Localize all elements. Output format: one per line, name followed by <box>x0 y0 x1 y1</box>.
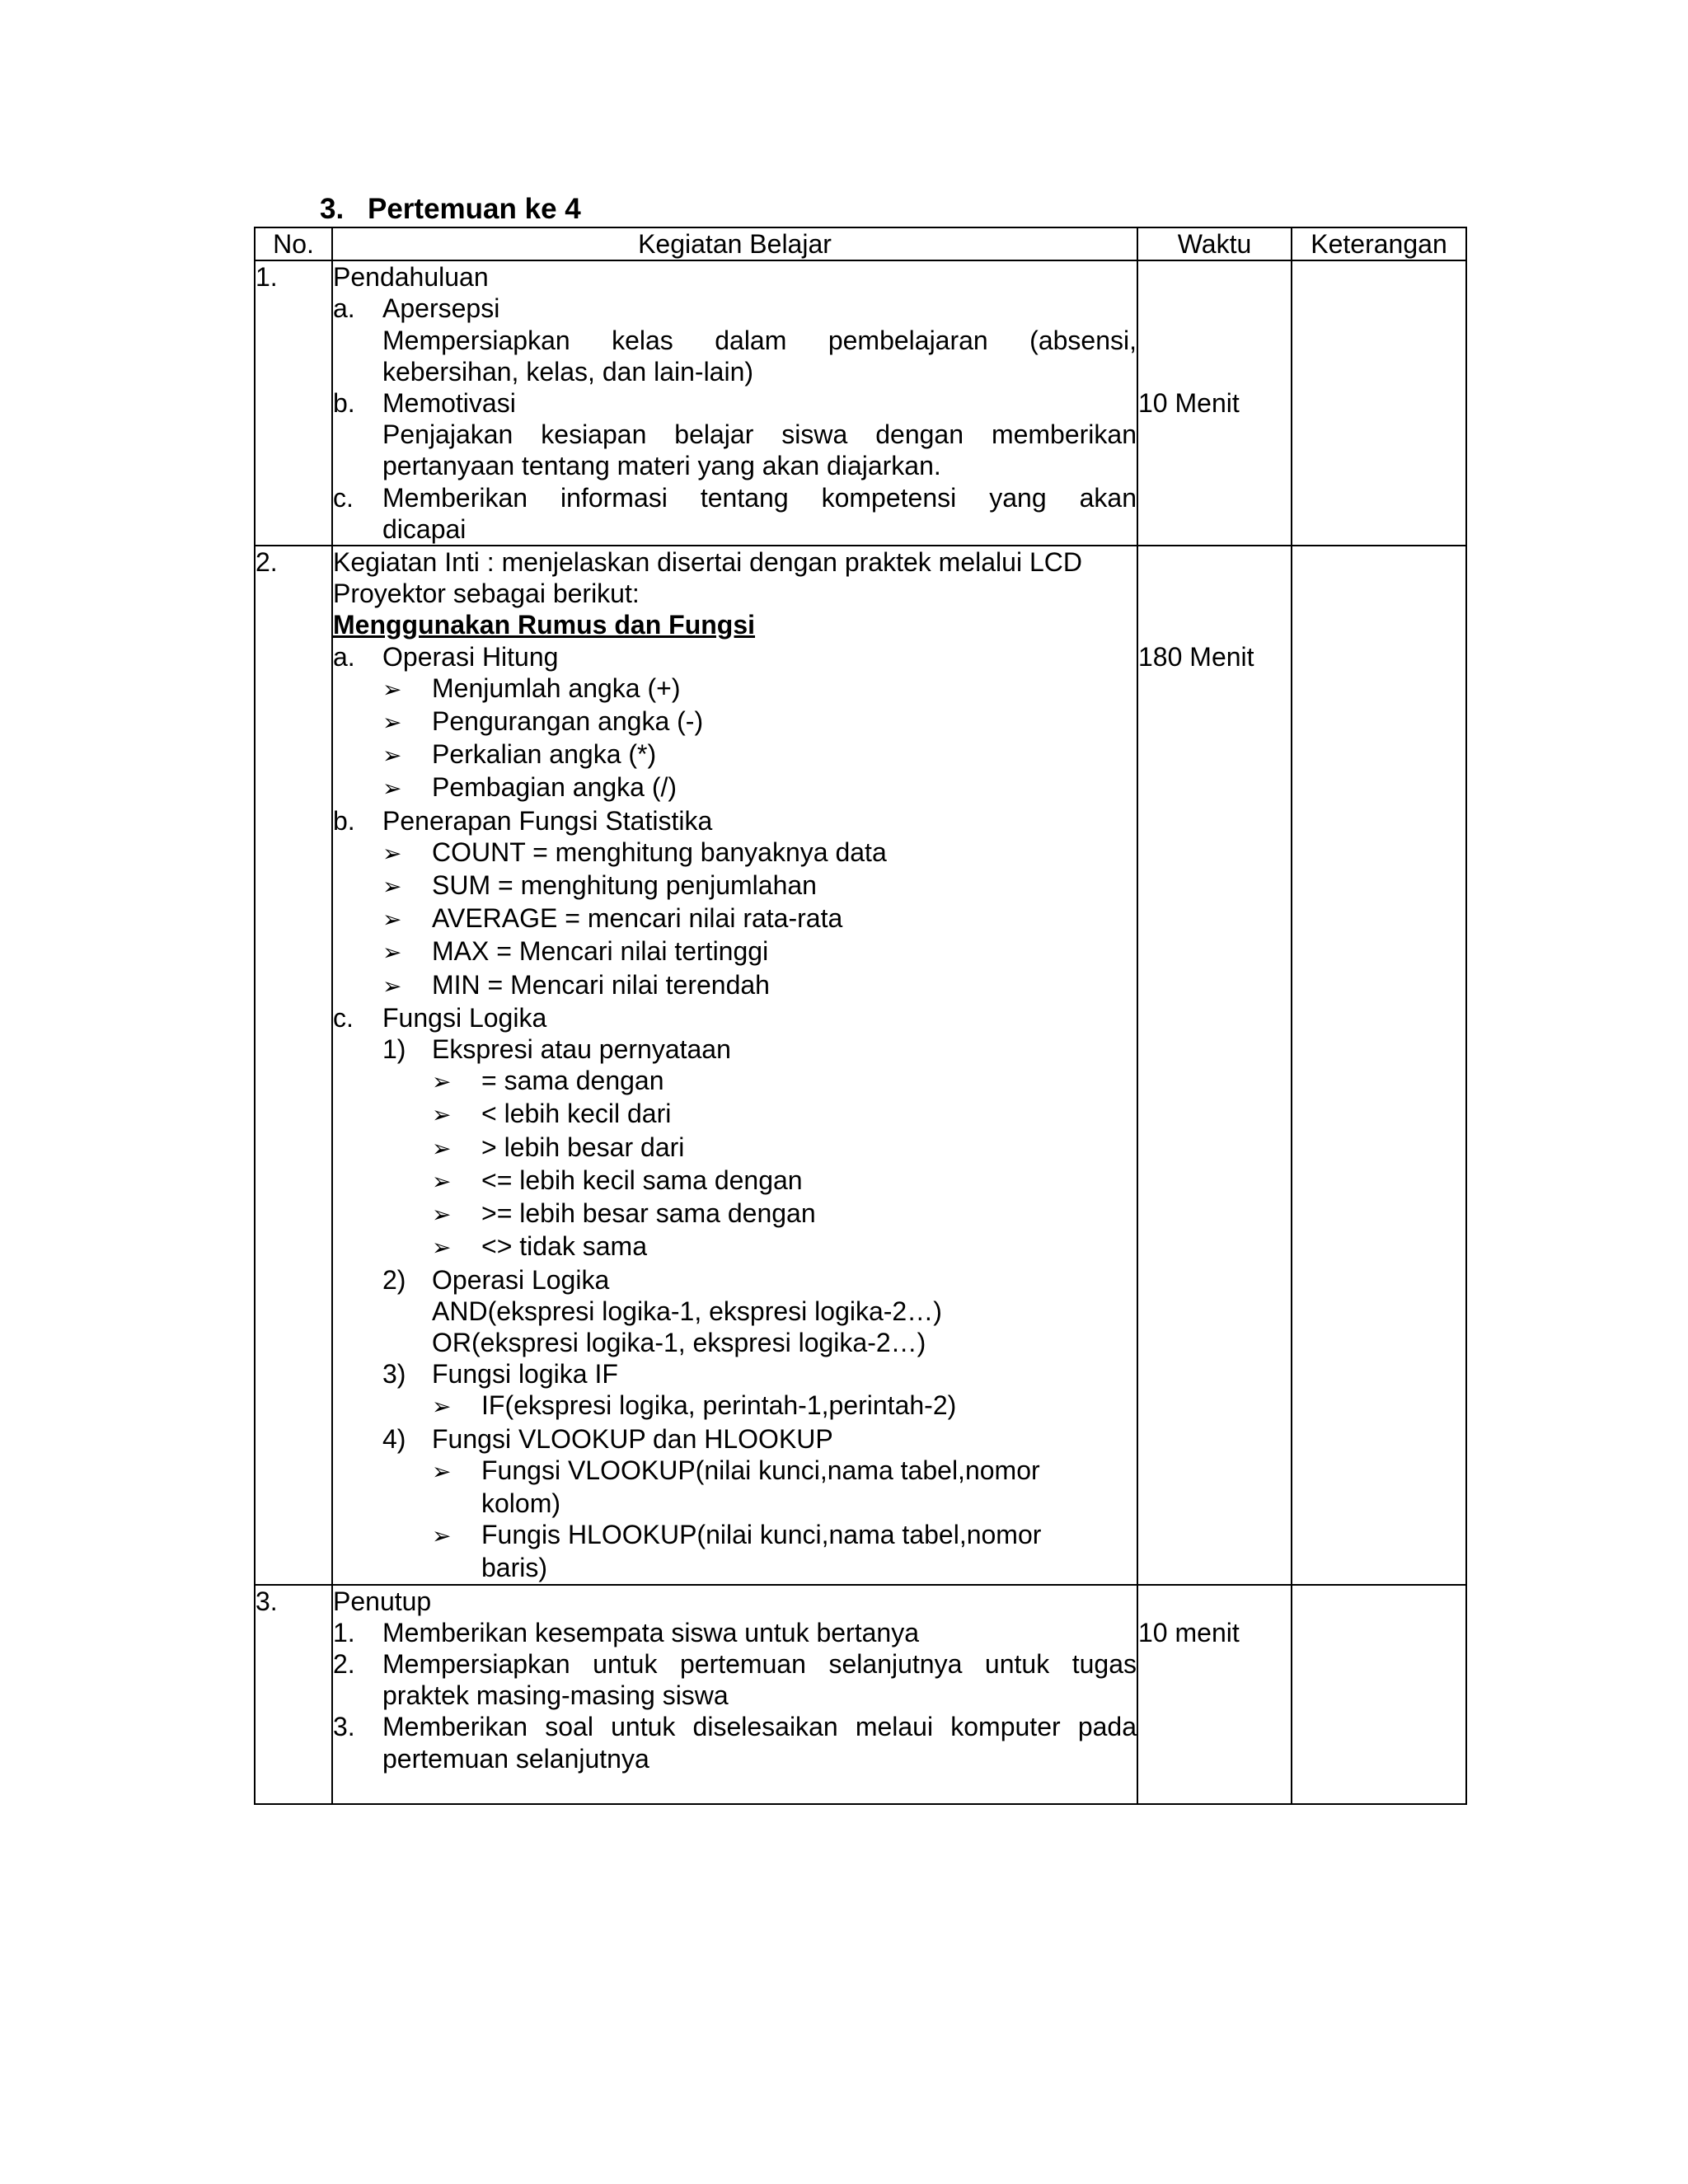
row-duration <box>1137 1585 1292 1804</box>
list-item: c. Memberikan informasi tentang kompetensi yang akan <box>333 482 1137 513</box>
section-title-text: Pertemuan ke 4 <box>368 193 581 225</box>
bullet-list: ➢ Fungsi VLOOKUP(nilai kunci,nama tabel,nomor kolom) ➢ Fungis HLOOKUP(nilai kunci,nama tabel,nomor baris) <box>333 1455 1137 1584</box>
row-duration <box>1137 546 1292 1585</box>
arrow-bullet-icon: ➢ <box>382 776 402 802</box>
formula-list: AND(ekspresi logika-1, ekspresi logika-2…) OR(ekspresi logika-1, ekspresi logika-2…) <box>432 1296 942 1357</box>
list-item: ➢ Perkalian angka (*) <box>382 738 1137 771</box>
row-number: 3. <box>255 1585 332 1804</box>
arrow-bullet-icon: ➢ <box>382 874 402 900</box>
arrow-bullet-icon: ➢ <box>382 972 402 999</box>
bullet-list <box>333 1065 1137 1263</box>
list-item: ➢ Fungsi VLOOKUP(nilai kunci,nama tabel,nomor <box>432 1455 1137 1488</box>
list-item: ➢ < lebih kecil dari <box>432 1098 1137 1131</box>
list-item: c. Fungsi Logika <box>333 1002 547 1033</box>
list-item: 2. Mempersiapkan untuk pertemuan selanjutnya untuk tugas <box>333 1648 1137 1679</box>
arrow-bullet-icon: ➢ <box>382 940 402 966</box>
row-heading: Pendahuluan <box>333 262 489 293</box>
row-activity: Penutup 1. Memberikan kesempata siswa untuk bertanya 2. Mempersiapkan untuk pertemuan selanjutnya untuk tugas praktek masing-masing siswa 3. Memberikan soal untuk diselesaikan melaui komputer pada pertemuan selanjutnya <box>332 1585 1137 1804</box>
section-title <box>320 191 581 227</box>
row-duration <box>1137 260 1292 546</box>
subtitle: Menggunakan Rumus dan Fungsi <box>333 610 756 640</box>
bullet-list <box>333 673 1137 805</box>
row-notes <box>1292 546 1466 1585</box>
arrow-bullet-icon: ➢ <box>432 1202 452 1228</box>
list-item: ➢ MIN = Mencari nilai terendah <box>382 969 1137 1002</box>
item-description: dicapai <box>382 513 467 544</box>
list-item: ➢ Menjumlah angka (+) <box>382 673 1137 705</box>
list-item: b. Penerapan Fungsi Statistika <box>333 805 713 836</box>
arrow-bullet-icon: ➢ <box>432 1235 452 1261</box>
list-item: ➢ = sama dengan <box>432 1065 1137 1098</box>
list-item: ➢ MAX = Mencari nilai tertinggi <box>382 935 1137 968</box>
arrow-bullet-icon: ➢ <box>432 1523 452 1549</box>
arrow-bullet-icon: ➢ <box>432 1135 452 1161</box>
duration-text: 180 Menit <box>1138 641 1254 672</box>
list-item: ➢ > lebih besar dari <box>432 1132 1137 1165</box>
list-item: ➢ IF(ekspresi logika, perintah-1,perintah-2) <box>432 1390 1137 1422</box>
item-description: Mempersiapkan kelas dalam pembelajaran (absensi, <box>382 325 1137 355</box>
table-row <box>255 546 1466 1585</box>
list-item: a. Apersepsi <box>333 293 500 324</box>
header-kegiatan: Kegiatan Belajar <box>332 227 1137 260</box>
list-item: a. Operasi Hitung <box>333 641 559 672</box>
header-no: No. <box>255 227 332 260</box>
list-item: 2) Operasi Logika <box>382 1264 610 1295</box>
row-activity <box>332 260 1137 546</box>
list-item: ➢ AVERAGE = mencari nilai rata-rata <box>382 902 1137 935</box>
list-item: ➢ <= lebih kecil sama dengan <box>432 1165 1137 1197</box>
item-description: kebersihan, kelas, dan lain-lain) <box>382 356 754 387</box>
list-item: ➢ Pengurangan angka (-) <box>382 705 1137 738</box>
arrow-bullet-icon: ➢ <box>432 1458 452 1484</box>
table-header-row <box>255 227 1466 260</box>
row-heading: Penutup <box>333 1586 432 1616</box>
row-number: 2. <box>255 546 332 1585</box>
list-item: ➢ Fungis HLOOKUP(nilai kunci,nama tabel,nomor <box>432 1519 1137 1552</box>
arrow-bullet-icon: ➢ <box>432 1102 452 1128</box>
list-item: 4) Fungsi VLOOKUP dan HLOOKUP <box>382 1423 833 1454</box>
arrow-bullet-icon: ➢ <box>382 840 402 866</box>
arrow-bullet-icon: ➢ <box>382 710 402 736</box>
list-item: 3) Fungsi logika IF <box>382 1359 618 1390</box>
row-notes <box>1292 1585 1466 1804</box>
arrow-bullet-icon: ➢ <box>382 907 402 933</box>
arrow-bullet-icon: ➢ <box>432 1168 452 1194</box>
row-number: 1. <box>255 260 332 546</box>
item-description: Penjajakan kesiapan belajar siswa dengan memberikan <box>382 419 1137 450</box>
header-keterangan: Keterangan <box>1292 227 1466 260</box>
row-activity: Kegiatan Inti : menjelaskan disertai dengan praktek melalui LCD Proyektor sebagai berikut: Menggunakan Rumus dan Fungsi a. Operasi Hitung ➢ Menjumlah angka (+) ➢ Pengurangan angka (-) ➢ Perkalian angka (*) ➢ Pembagian angka (/) b. Penerapan Fungsi Statistika ➢ COUNT = menghitung banyaknya data ➢ SUM = menghitung penjumlahan ➢ AVERAGE = mencari nilai rata-rata ➢ MAX = Mencari nilai tertinggi ➢ MIN = Mencari nilai terendah c. Fungsi Logika 1) Ekspresi atau pernyataan ➢ = sama dengan ➢ < lebih kecil dari ➢ > lebih besar dari ➢ <= lebih kecil sama dengan ➢ >= lebih besar sama dengan ➢ <> tidak sama 2) Operasi Logika AND(ekspresi logika-1, ekspresi logika-2…) OR(ekspresi logika-1, ekspresi logika-2…) 3) Fungsi logika IF ➢ IF(ekspresi logika, perintah-1,perintah-2) 4) Fungsi VLOOKUP dan HLOOKUP ➢ Fungsi VLOOKUP(nilai kunci,nama tabel,nomor kolom) ➢ Fungis HLOOKUP(nilai kunci,nama tabel,nomor baris) <box>332 546 1137 1585</box>
list-item: ➢ <> tidak sama <box>432 1230 1137 1263</box>
row-notes <box>1292 260 1466 546</box>
arrow-bullet-icon: ➢ <box>382 743 402 769</box>
bullet-list <box>333 1390 1137 1422</box>
arrow-bullet-icon: ➢ <box>432 1394 452 1420</box>
header-waktu: Waktu <box>1137 227 1292 260</box>
activity-table <box>254 227 1467 1805</box>
list-item: ➢ SUM = menghitung penjumlahan <box>382 869 1137 902</box>
list-item: b. Memotivasi <box>333 388 516 419</box>
list-item: 3. Memberikan soal untuk diselesaikan melaui komputer pada <box>333 1712 1137 1742</box>
list-item: ➢ Pembagian angka (/) <box>382 771 1137 804</box>
list-item: ➢ >= lebih besar sama dengan <box>432 1197 1137 1230</box>
list-item: 1) Ekspresi atau pernyataan <box>382 1034 731 1065</box>
table-row <box>255 260 1466 546</box>
section-number: 3. <box>320 193 345 225</box>
table-row <box>255 1585 1466 1804</box>
duration-text: 10 Menit <box>1138 387 1240 418</box>
duration-text: 10 menit <box>1138 1617 1240 1647</box>
arrow-bullet-icon: ➢ <box>432 1069 452 1095</box>
item-description: pertanyaan tentang materi yang akan diajarkan. <box>382 451 941 481</box>
list-item: ➢ COUNT = menghitung banyaknya data <box>382 837 1137 869</box>
bullet-list <box>333 837 1137 1002</box>
list-item: 1. Memberikan kesempata siswa untuk bertanya <box>333 1617 919 1647</box>
arrow-bullet-icon: ➢ <box>382 676 402 702</box>
